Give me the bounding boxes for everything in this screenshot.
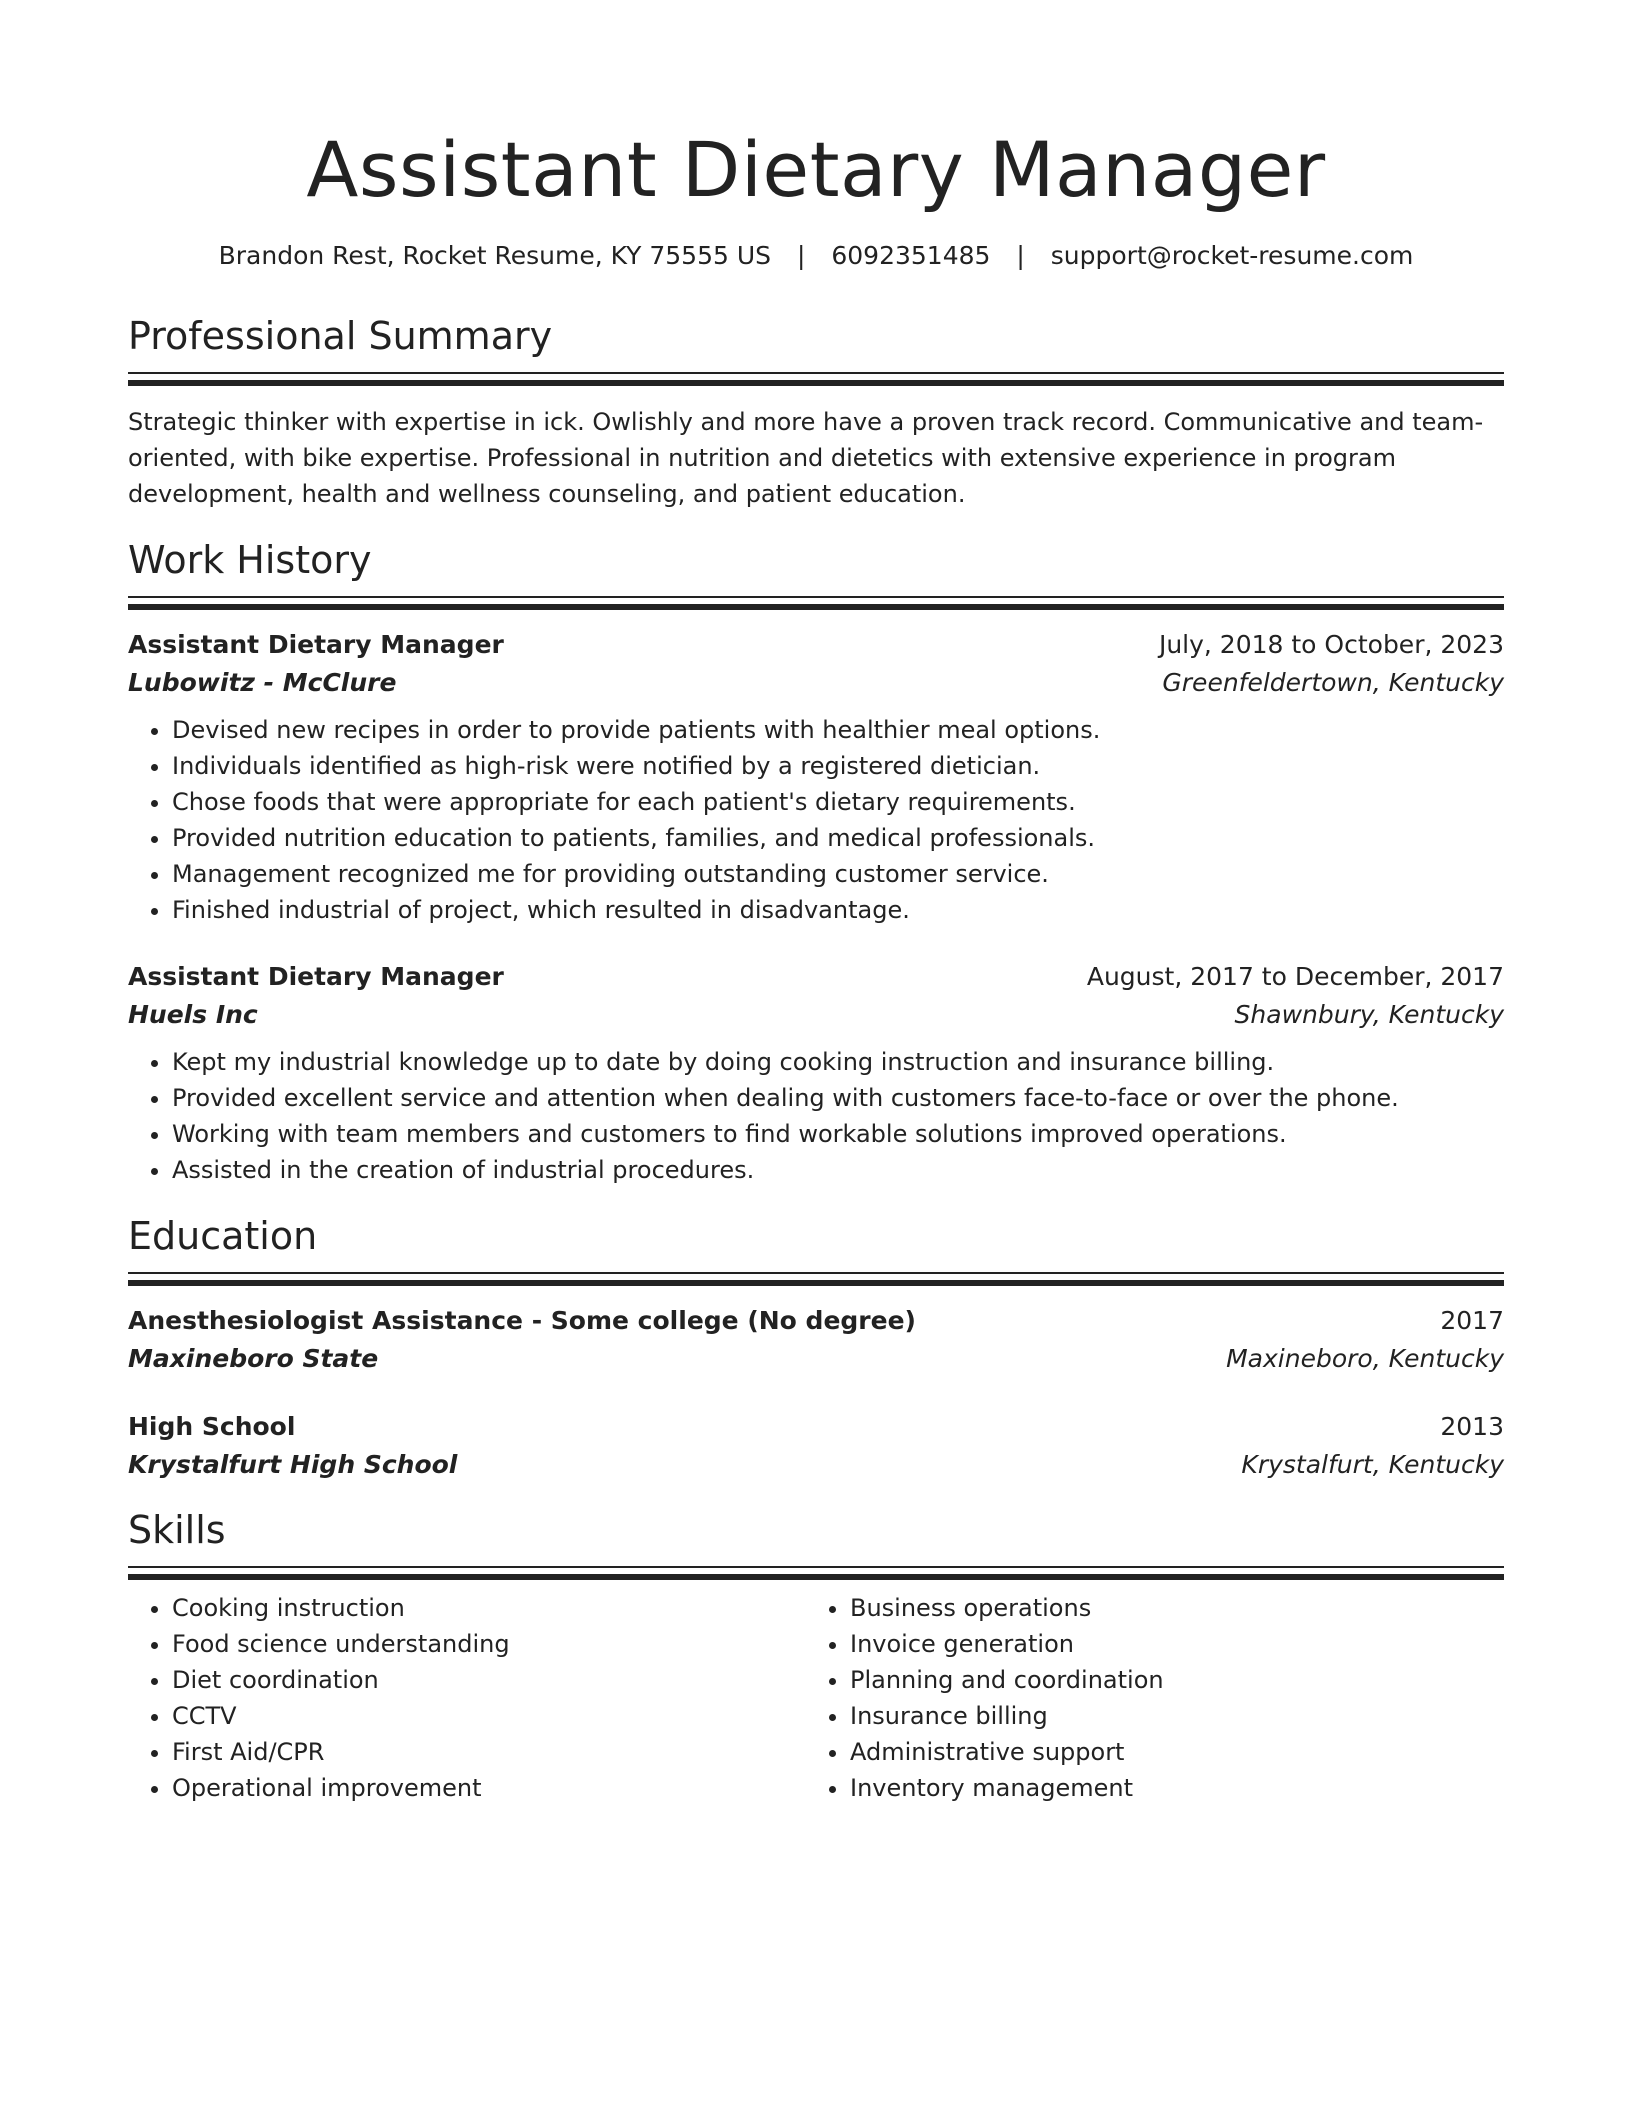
skills-columns — [128, 1590, 1504, 1806]
job-bullet: • Assisted in the creation of industrial procedures. — [172, 1152, 1504, 1188]
skills-column-right — [806, 1590, 1484, 1806]
section-heading: Education — [128, 1214, 318, 1258]
contact-address: Brandon Rest, Rocket Resume, KY 75555 US — [218, 241, 772, 270]
skill-item: • Planning and coordination — [850, 1662, 1484, 1698]
education-school: Krystalfurt High School — [128, 1450, 458, 1479]
contact-separator: | — [1016, 241, 1025, 270]
job-bullets — [128, 1044, 1504, 1188]
skills-section — [128, 1506, 1504, 1806]
job-bullet: • Management recognized me for providing outstanding customer service. — [172, 856, 1504, 892]
section-divider — [128, 1574, 1504, 1580]
skill-item: • Insurance billing — [850, 1698, 1484, 1734]
section-divider — [128, 1566, 1504, 1568]
section-heading: Professional Summary — [128, 314, 553, 358]
job-employer: Huels Inc — [128, 1000, 258, 1029]
education-school: Maxineboro State — [128, 1344, 379, 1373]
education-year: 2013 — [1440, 1412, 1504, 1441]
education-header-row — [128, 1302, 1504, 1340]
education-location: Krystalfurt, Kentucky — [1241, 1450, 1504, 1479]
summary-section — [128, 312, 1504, 512]
education-school-row — [128, 1340, 1504, 1378]
job-bullet: • Kept my industrial knowledge up to date by doing cooking instruction and insurance billing. — [172, 1044, 1504, 1080]
job-bullets — [128, 712, 1504, 928]
education-entry — [128, 1408, 1504, 1484]
job-employer-row — [128, 996, 1504, 1034]
job-bullet: • Working with team members and customers to find workable solutions improved operations. — [172, 1116, 1504, 1152]
contact-phone: 6092351485 — [831, 241, 991, 270]
section-divider — [128, 604, 1504, 610]
skill-item: • Inventory management — [850, 1770, 1484, 1806]
job-employer-row — [128, 664, 1504, 702]
education-header-row — [128, 1408, 1504, 1446]
education-degree: Anesthesiologist Assistance - Some college (No degree) — [128, 1306, 916, 1335]
job-employer: Lubowitz - McClure — [128, 668, 397, 697]
job-dates: July, 2018 to October, 2023 — [1158, 630, 1504, 659]
skill-item: • Operational improvement — [172, 1770, 806, 1806]
job-location: Shawnbury, Kentucky — [1234, 1000, 1504, 1029]
skill-item: • Diet coordination — [172, 1662, 806, 1698]
section-divider — [128, 596, 1504, 598]
job-bullet: • Individuals identified as high-risk were notified by a registered dietician. — [172, 748, 1504, 784]
education-location: Maxineboro, Kentucky — [1226, 1344, 1504, 1373]
skill-item: • CCTV — [172, 1698, 806, 1734]
skill-item: • First Aid/CPR — [172, 1734, 806, 1770]
section-divider — [128, 372, 1504, 374]
job-header-row — [128, 626, 1504, 664]
section-heading: Work History — [128, 538, 372, 582]
resume-title: Assistant Dietary Manager — [306, 125, 1326, 214]
education-entry — [128, 1302, 1504, 1378]
section-divider — [128, 1280, 1504, 1286]
job-bullet: • Provided excellent service and attention when dealing with customers face-to-face or over the phone. — [172, 1080, 1504, 1116]
education-degree: High School — [128, 1412, 296, 1441]
job-dates: August, 2017 to December, 2017 — [1086, 962, 1504, 991]
resume-page — [128, 0, 1504, 1806]
contact-email: support@rocket-resume.com — [1050, 241, 1414, 270]
skill-item: • Administrative support — [850, 1734, 1484, 1770]
skill-item: • Invoice generation — [850, 1626, 1484, 1662]
job-bullet: • Finished industrial of project, which resulted in disadvantage. — [172, 892, 1504, 928]
job-bullet: • Devised new recipes in order to provide patients with healthier meal options. — [172, 712, 1504, 748]
job-bullet: • Provided nutrition education to patients, families, and medical professionals. — [172, 820, 1504, 856]
education-year: 2017 — [1440, 1306, 1504, 1335]
education-section — [128, 1212, 1504, 1484]
job-bullet: • Chose foods that were appropriate for each patient's dietary requirements. — [172, 784, 1504, 820]
job-entry — [128, 958, 1504, 1188]
skills-column-left — [128, 1590, 806, 1806]
summary-text: Strategic thinker with expertise in ick. Owlishly and more have a proven track record. Communicative and team-oriented, with bike expertise. Professional in nutrition and dietetics with extensive experience in program development, health and wellness counseling, and patient education. — [128, 408, 1484, 508]
job-location: Greenfeldertown, Kentucky — [1162, 668, 1504, 697]
education-school-row — [128, 1446, 1504, 1484]
job-entry — [128, 626, 1504, 928]
job-title: Assistant Dietary Manager — [128, 962, 504, 991]
skill-item: • Business operations — [850, 1590, 1484, 1626]
section-divider — [128, 380, 1504, 386]
section-heading: Skills — [128, 1508, 226, 1552]
section-divider — [128, 1272, 1504, 1274]
skill-item: • Cooking instruction — [172, 1590, 806, 1626]
job-title: Assistant Dietary Manager — [128, 630, 504, 659]
contact-line — [128, 240, 1504, 272]
contact-separator: | — [796, 241, 806, 270]
job-header-row — [128, 958, 1504, 996]
skill-item: • Food science understanding — [172, 1626, 806, 1662]
work-history-section — [128, 536, 1504, 1188]
